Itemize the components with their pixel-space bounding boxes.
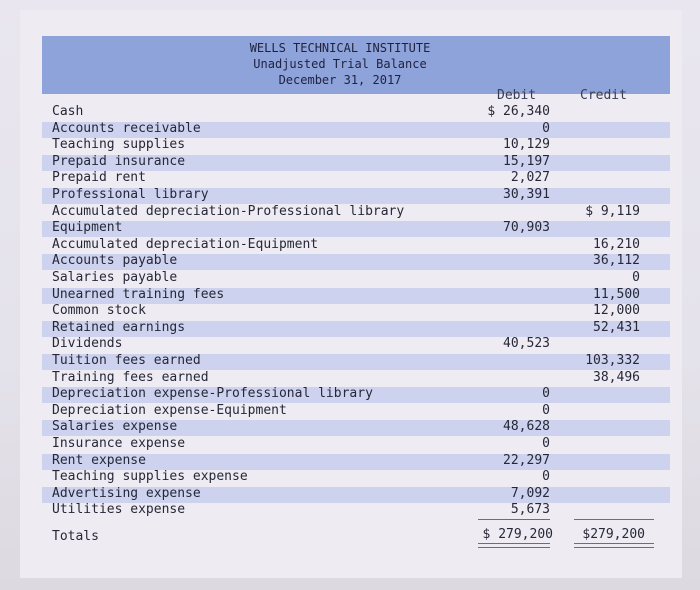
credit-amount: 103,332	[585, 353, 640, 368]
debit-amount: 0	[542, 436, 550, 451]
report-title: Unadjusted Trial Balance	[253, 57, 427, 71]
debit-amount: 0	[542, 120, 550, 136]
totals-label: Totals	[52, 529, 99, 544]
account-name: Teaching supplies expense	[52, 469, 248, 485]
account-name: Prepaid rent	[52, 170, 146, 186]
debit-total: $ 279,200	[482, 527, 553, 542]
report-date: December 31, 2017	[278, 73, 402, 87]
account-name: Retained earnings	[52, 319, 186, 335]
account-name: Accounts receivable	[52, 120, 201, 136]
debit-amount: 2,027	[510, 170, 550, 186]
account-name: Training fees earned	[52, 369, 209, 385]
debit-column-header: Debit	[497, 88, 537, 103]
row-band	[42, 221, 670, 237]
debit-amount: 15,197	[503, 153, 550, 169]
credit-amount: 12,000	[593, 303, 640, 319]
account-name: Equipment	[52, 220, 123, 236]
account-name: Common stock	[52, 303, 146, 319]
account-name: Salaries expense	[52, 419, 178, 435]
account-name: Professional library	[52, 187, 209, 202]
debit-amount: 5,673	[510, 502, 550, 518]
account-name: Accumulated depreciation-Professional library	[52, 203, 405, 219]
account-name: Prepaid insurance	[52, 153, 186, 169]
debit-amount: $ 26,340	[487, 104, 550, 119]
account-name: Accumulated depreciation-Equipment	[52, 236, 319, 252]
credit-amount: $ 9,119	[585, 203, 640, 219]
credit-total-double-rule	[574, 543, 654, 548]
debit-total-double-rule	[478, 543, 550, 548]
credit-amount: 52,431	[593, 319, 640, 335]
account-name: Rent expense	[52, 452, 146, 468]
credit-amount: 38,496	[593, 369, 640, 385]
debit-amount: 30,391	[503, 187, 550, 202]
account-name: Insurance expense	[52, 436, 186, 451]
account-name: Utilities expense	[52, 502, 186, 518]
credit-amount: 16,210	[593, 236, 640, 252]
debit-amount: 7,092	[510, 485, 550, 501]
credit-column-header: Credit	[580, 88, 627, 103]
debit-subtotal-rule	[478, 519, 550, 520]
account-name: Dividends	[52, 336, 123, 352]
account-name: Teaching supplies	[52, 137, 186, 153]
debit-amount: 22,297	[503, 452, 550, 468]
account-name: Salaries payable	[52, 270, 178, 285]
account-name: Depreciation expense-Equipment	[52, 402, 287, 418]
debit-amount: 48,628	[503, 419, 550, 435]
debit-amount: 40,523	[503, 336, 550, 352]
credit-amount: 0	[632, 270, 640, 285]
debit-amount: 0	[542, 402, 550, 418]
credit-total: $279,200	[582, 527, 645, 542]
credit-amount: 11,500	[593, 286, 640, 302]
debit-amount: 0	[542, 386, 550, 402]
debit-amount: 70,903	[503, 220, 550, 236]
account-name: Accounts payable	[52, 253, 178, 269]
account-name: Depreciation expense-Professional library	[52, 386, 373, 402]
debit-amount: 10,129	[503, 137, 550, 153]
account-name: Unearned training fees	[52, 286, 225, 302]
company-name: WELLS TECHNICAL INSTITUTE	[249, 41, 431, 55]
credit-amount: 36,112	[593, 253, 640, 269]
account-name: Cash	[52, 104, 84, 119]
debit-amount: 0	[542, 469, 550, 485]
account-name: Tuition fees earned	[52, 353, 201, 368]
credit-subtotal-rule	[574, 519, 654, 520]
account-name: Advertising expense	[52, 485, 201, 501]
